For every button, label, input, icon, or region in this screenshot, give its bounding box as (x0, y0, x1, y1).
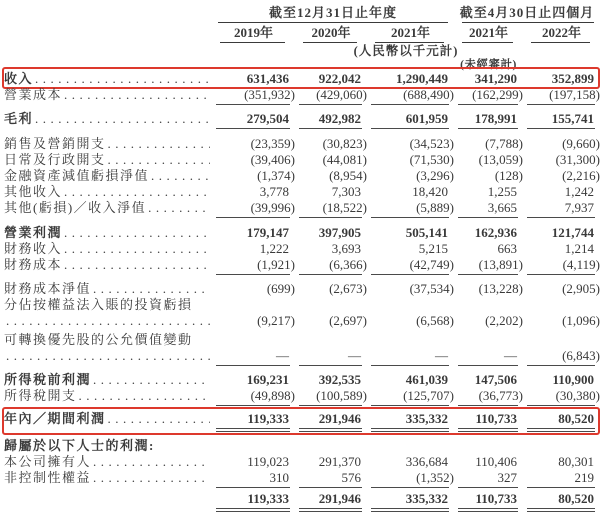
row-revenue (4, 71, 600, 87)
row-total-profit (4, 491, 600, 507)
row-gross-profit (4, 111, 600, 127)
cell-value: (5,889) (416, 200, 454, 215)
year-underline (220, 42, 285, 43)
year-col-2021: 2021年 (390, 25, 430, 40)
year-underline (531, 42, 590, 43)
period-group-1-title: 截至12月31日止年度 (268, 5, 397, 20)
cell-value: 110,406 (475, 454, 517, 469)
cell-value: (49,898) (250, 388, 295, 403)
cell-value: 922,042 (318, 71, 361, 86)
row-finance-income (4, 241, 600, 257)
cell-value: 291,946 (318, 411, 361, 426)
period-group-row (4, 5, 600, 20)
cell-value: 392,535 (318, 372, 361, 387)
row-other-income (4, 184, 600, 200)
cell-value: (71,530) (409, 152, 454, 167)
currency-note: (人民幣以千元計) (353, 44, 459, 58)
cell-value: 291,370 (318, 454, 361, 469)
row-operating-profit (4, 225, 600, 241)
cell-value: 18,420 (412, 184, 448, 199)
cell-value: (688,490) (403, 87, 454, 102)
dot-leader (64, 257, 210, 272)
dot-leader (64, 225, 210, 240)
row-label-cell (4, 388, 212, 403)
row-non-controlling-interests (4, 470, 600, 486)
row-label-cell (4, 313, 212, 328)
cell-value: 505,141 (405, 225, 448, 240)
group-1-underline (218, 22, 448, 23)
cell-value: (2,202) (485, 313, 523, 328)
row-label: 財務收入 (4, 241, 63, 256)
cell-value: (429,060) (316, 87, 367, 102)
dot-leader (93, 454, 210, 469)
row-label-cell (4, 200, 212, 215)
cell-value: 397,905 (318, 225, 361, 240)
cell-value: (9,660) (562, 136, 600, 151)
row-label-cell (4, 168, 212, 183)
row-label: 營業成本 (4, 87, 63, 102)
cell-value: (30,823) (322, 136, 367, 151)
period-group-2-title: 截至4月30日止四個月 (459, 5, 595, 20)
row-finance-costs (4, 257, 600, 273)
row-profit-before-income-tax (4, 372, 600, 388)
cell-value: 119,023 (247, 454, 289, 469)
cell-value: 335,332 (405, 491, 448, 506)
cell-value: 80,520 (558, 411, 594, 426)
row-label-cell (4, 297, 212, 312)
cell-value: 279,504 (246, 111, 289, 126)
dot-leader (6, 313, 210, 328)
row-convertible-preferred-fair-value-label (4, 332, 600, 348)
cell-value: 601,959 (405, 111, 448, 126)
dot-leader (64, 87, 210, 102)
row-label: 非控制性權益 (4, 470, 92, 485)
row-label: 所得稅開支 (4, 388, 77, 403)
cell-value: (1,921) (257, 257, 295, 272)
row-label: 金融資產減值虧損淨值 (4, 168, 150, 183)
financial-table-body (4, 71, 600, 512)
cell-value: (39,406) (250, 152, 295, 167)
single-rule-line (4, 103, 600, 106)
row-income-tax-expense (4, 388, 600, 404)
cell-value: — (504, 348, 517, 363)
dot-leader (79, 388, 210, 403)
row-label-cell (4, 257, 212, 272)
cell-value: (1,096) (562, 313, 600, 328)
cell-value: 335,332 (405, 411, 448, 426)
cell-value: (30,380) (555, 388, 600, 403)
year-underline (303, 42, 357, 43)
cell-value: (42,749) (409, 257, 454, 272)
cell-value: 110,900 (552, 372, 594, 387)
cell-value: 3,693 (331, 241, 361, 256)
year-underline (375, 42, 444, 43)
year-col-2021-interim: 2021年 (468, 25, 508, 40)
cell-value: (699) (266, 281, 295, 296)
cell-value: (23,359) (250, 136, 295, 151)
row-share-of-equity-investment-losses-values (4, 313, 600, 329)
dot-leader (108, 411, 210, 426)
cell-value: 110,733 (475, 491, 517, 506)
cell-value: 663 (497, 241, 517, 256)
dot-leader (93, 372, 210, 387)
row-label-cell (4, 71, 212, 86)
row-label-cell (4, 454, 212, 469)
cell-value: 155,741 (551, 111, 594, 126)
dot-leader (108, 152, 210, 167)
cell-value: 219 (574, 470, 594, 485)
row-label: 本公司擁有人 (4, 454, 92, 469)
row-impairment-losses-financial-assets (4, 168, 600, 184)
cell-value: 341,290 (474, 71, 517, 86)
row-label: 財務成本淨值 (4, 281, 92, 296)
single-rule-line (4, 273, 600, 276)
row-owners-of-the-company (4, 454, 600, 470)
cell-value: (2,905) (562, 281, 600, 296)
row-label-cell (4, 332, 212, 347)
row-label-cell (4, 411, 212, 426)
cell-value: 1,290,449 (396, 71, 448, 86)
row-label: 分佔按權益法入賬的投資虧損 (4, 297, 193, 312)
cell-value: 1,255 (487, 184, 517, 199)
cell-value: 461,039 (405, 372, 448, 387)
cell-value: (2,673) (329, 281, 367, 296)
cell-value: (39,996) (250, 200, 295, 215)
row-label: 銷售及營銷開支 (4, 136, 106, 151)
cell-value: (7,788) (485, 136, 523, 151)
cell-value: (13,228) (478, 281, 523, 296)
row-share-of-equity-investment-losses-label (4, 297, 600, 313)
cell-value: (128) (494, 168, 523, 183)
row-label: 收入 (4, 71, 34, 86)
currency-note-row (4, 44, 600, 58)
cell-value: (13,891) (478, 257, 523, 272)
cell-value: (2,216) (562, 168, 600, 183)
row-label: 歸屬於以下人士的利潤: (4, 438, 155, 453)
row-label-cell (4, 470, 212, 485)
row-selling-marketing-expenses (4, 136, 600, 152)
cell-value: 7,303 (331, 184, 361, 199)
row-label: 可轉換優先股的公允價值變動 (4, 332, 193, 347)
single-rule-line (4, 364, 600, 367)
dot-leader (93, 281, 210, 296)
cell-value: 3,665 (487, 200, 517, 215)
cell-value: (37,534) (409, 281, 454, 296)
row-label: 其他(虧損)／收入淨值 (4, 200, 147, 215)
row-label: 財務成本 (4, 257, 63, 272)
single-rule-line (4, 404, 600, 407)
double-rule-line (4, 427, 600, 433)
cell-value: — (276, 348, 289, 363)
row-profit-attributable-heading (4, 438, 600, 454)
table-header (4, 5, 600, 71)
cell-value: 119,333 (247, 411, 289, 426)
row-label-cell (4, 348, 212, 363)
dot-leader (35, 71, 210, 86)
dot-leader (108, 136, 210, 151)
cell-value: (125,707) (403, 388, 454, 403)
row-label-cell (4, 136, 212, 151)
cell-value: 492,982 (318, 111, 361, 126)
cell-value: 576 (341, 470, 361, 485)
cell-value: — (348, 348, 361, 363)
row-label-cell (4, 372, 212, 387)
row-label-cell (4, 241, 212, 256)
cell-value: 80,301 (558, 454, 594, 469)
row-label: 毛利 (4, 111, 34, 126)
cell-value: (162,299) (472, 87, 523, 102)
cell-value: 7,937 (564, 200, 594, 215)
year-header-row (4, 24, 600, 40)
row-label-cell (4, 111, 212, 126)
dot-leader (64, 241, 210, 256)
year-col-2022-interim: 2022年 (541, 25, 581, 40)
row-other-losses-income-net (4, 200, 600, 216)
cell-value: 1,214 (564, 241, 594, 256)
single-rule-line (4, 127, 600, 130)
dot-leader (64, 184, 210, 199)
cell-value: (1,374) (257, 168, 295, 183)
cell-value: (351,932) (244, 87, 295, 102)
year-underline (462, 42, 513, 43)
dot-leader (151, 168, 210, 183)
cell-value: (3,296) (416, 168, 454, 183)
row-convertible-preferred-fair-value-values (4, 348, 600, 364)
row-label-cell (4, 281, 212, 296)
single-rule-line (4, 216, 600, 219)
row-label: 營業利潤 (4, 225, 63, 240)
cell-value: 147,506 (474, 372, 517, 387)
row-label: 其他收入 (4, 184, 63, 199)
row-label: 所得稅前利潤 (4, 372, 92, 387)
cell-value: (2,697) (329, 313, 367, 328)
cell-value: (6,568) (416, 313, 454, 328)
cell-value: (6,366) (329, 257, 367, 272)
row-profit-for-year-period (4, 411, 600, 427)
cell-value: 169,231 (246, 372, 289, 387)
cell-value: (13,059) (478, 152, 523, 167)
cell-value: 336,684 (405, 454, 448, 469)
cell-value: (31,300) (555, 152, 600, 167)
cell-value: (6,843) (562, 348, 600, 363)
cell-value: 352,899 (551, 71, 594, 86)
cell-value: 631,436 (246, 71, 289, 86)
cell-value: (18,522) (322, 200, 367, 215)
cell-value: 1,242 (564, 184, 594, 199)
cell-value: 119,333 (247, 491, 289, 506)
cell-value: (44,081) (322, 152, 367, 167)
cell-value: 110,733 (475, 411, 517, 426)
row-general-admin-expenses (4, 152, 600, 168)
unaudited-note-row (4, 58, 600, 71)
cell-value: (1,352) (416, 470, 454, 485)
cell-value: 178,991 (474, 111, 517, 126)
cell-value: — (435, 348, 448, 363)
row-finance-costs-net (4, 281, 600, 297)
row-label-cell (4, 152, 212, 167)
dot-leader (148, 200, 210, 215)
year-col-2019: 2019年 (233, 25, 273, 40)
cell-value: 5,215 (418, 241, 448, 256)
row-label-cell (4, 184, 212, 199)
row-label: 日常及行政開支 (4, 152, 106, 167)
cell-value: (36,773) (478, 388, 523, 403)
cell-value: 327 (497, 470, 517, 485)
single-rule-line (4, 486, 600, 489)
dot-leader (6, 348, 210, 363)
year-col-2020: 2020年 (311, 25, 351, 40)
cell-value: (197,158) (549, 87, 600, 102)
row-label-cell (4, 87, 212, 102)
cell-value: 179,147 (246, 225, 289, 240)
dot-leader (93, 470, 210, 485)
row-label-cell (4, 225, 212, 240)
unaudited-note: (未經審計) (460, 59, 517, 71)
row-label-cell (4, 438, 212, 453)
double-rule-line (4, 507, 600, 512)
dot-leader (35, 111, 210, 126)
cell-value: (4,119) (562, 257, 600, 272)
row-label: 年內／期間利潤 (4, 411, 106, 426)
cell-value: (9,217) (257, 313, 295, 328)
cell-value: 3,778 (259, 184, 289, 199)
cell-value: (100,589) (316, 388, 367, 403)
cell-value: 80,520 (558, 491, 594, 506)
cell-value: 291,946 (318, 491, 361, 506)
cell-value: 310 (269, 470, 289, 485)
cell-value: (8,954) (329, 168, 367, 183)
cell-value: 1,222 (259, 241, 289, 256)
cell-value: 121,744 (551, 225, 594, 240)
cell-value: (34,523) (409, 136, 454, 151)
row-cost-of-sales (4, 87, 600, 103)
group-2-underline (462, 22, 594, 23)
cell-value: 162,936 (474, 225, 517, 240)
